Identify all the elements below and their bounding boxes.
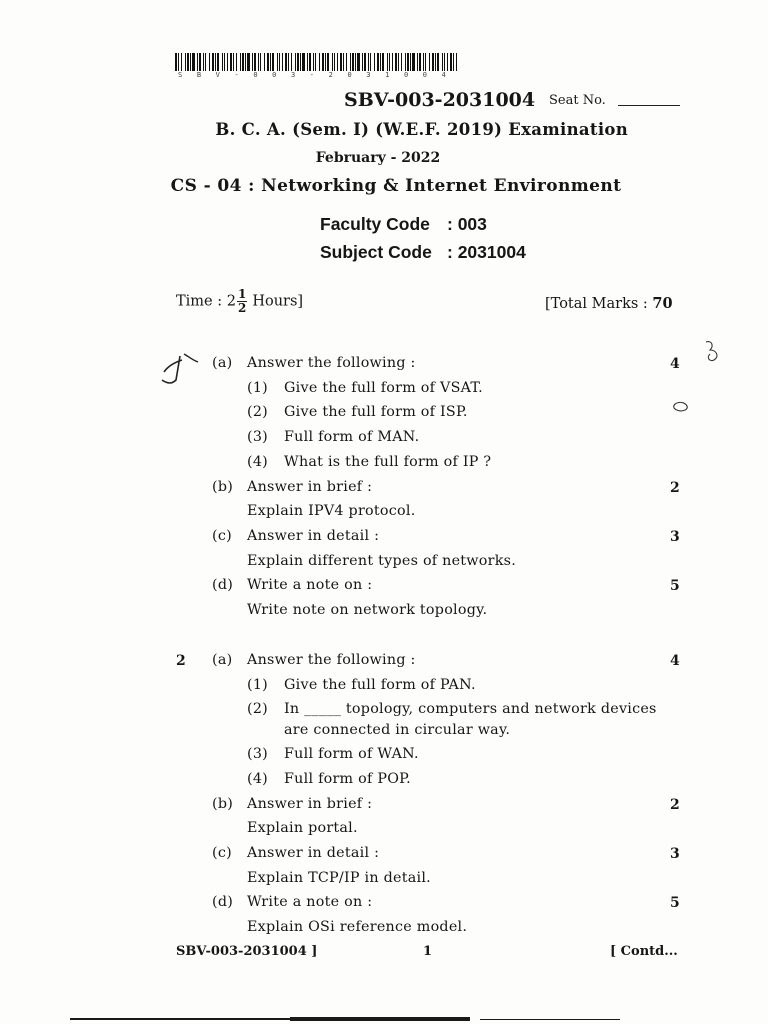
time-prefix: Time : 2 — [176, 293, 236, 310]
q2d-marks: 5 — [670, 895, 680, 911]
seat-number-line — [618, 105, 680, 106]
q1b-marks: 2 — [670, 480, 680, 496]
faculty-code — [320, 214, 487, 235]
q1d-tag: (d) — [212, 577, 234, 593]
q1a-item-1-text: Give the full form of VSAT. — [284, 380, 483, 396]
q1a-item-4-text: What is the full form of IP ? — [284, 454, 492, 470]
time-allowed — [176, 288, 303, 315]
subject-code-label: Subject Code — [320, 242, 432, 262]
q2a-tag: (a) — [212, 652, 233, 668]
q1c-tag: (c) — [212, 528, 232, 544]
q2c-tag: (c) — [212, 845, 232, 861]
subject-title: CS - 04 : Networking & Internet Environment — [170, 176, 622, 196]
time-fraction — [237, 288, 247, 315]
q2-number: 2 — [176, 653, 186, 669]
faculty-code-label: Faculty Code — [320, 214, 430, 234]
q2a-item-3-number: (3) — [247, 746, 269, 762]
q1a-tag: (a) — [212, 355, 233, 371]
subject-code — [320, 242, 526, 263]
q2d-tag: (d) — [212, 894, 234, 910]
q1c-text: Answer in detail : — [247, 528, 380, 544]
scan-edge-line-right — [480, 1019, 620, 1020]
q1a-marks: 4 — [670, 356, 680, 372]
q1c-detail: Explain different types of networks. — [247, 553, 517, 569]
q2a-item-2-text-continued: are connected in circular way. — [284, 722, 511, 738]
q2a-item-2-number: (2) — [247, 701, 269, 717]
scan-edge-line-left — [70, 1018, 290, 1020]
seat-label: Seat No. — [549, 93, 606, 108]
q2a-item-3-text: Full form of WAN. — [284, 746, 419, 762]
footer-page-number: 1 — [423, 944, 433, 959]
barcode — [175, 53, 457, 71]
q2a-item-1-number: (1) — [247, 677, 269, 693]
q1d-marks: 5 — [670, 578, 680, 594]
q2b-text: Answer in brief : — [247, 796, 373, 812]
q2c-marks: 3 — [670, 846, 680, 862]
faculty-code-value: : 003 — [447, 214, 487, 234]
q1d-detail: Write note on network topology. — [247, 602, 488, 618]
paper-code: SBV-003-2031004 — [344, 89, 536, 111]
q2b-tag: (b) — [212, 796, 234, 812]
time-fraction-denominator: 2 — [237, 301, 247, 315]
q2a-item-4-text: Full form of POP. — [284, 771, 411, 787]
q1b-detail: Explain IPV4 protocol. — [247, 503, 416, 519]
q2d-detail: Explain OSi reference model. — [247, 919, 468, 935]
handwritten-scribble — [700, 338, 730, 368]
q1a-item-1-number: (1) — [247, 380, 269, 396]
exam-title: B. C. A. (Sem. I) (W.E.F. 2019) Examination — [215, 120, 628, 139]
exam-month-year: February - 2022 — [315, 150, 441, 166]
q1a-text: Answer the following : — [247, 355, 416, 371]
q2a-item-1-text: Give the full form of PAN. — [284, 677, 476, 693]
q2c-text: Answer in detail : — [247, 845, 380, 861]
footer-paper-code: SBV-003-2031004 ] — [176, 944, 318, 959]
total-marks-value: 70 — [652, 295, 673, 312]
handwritten-number-1-mark — [158, 350, 208, 390]
q1a-item-2-text: Give the full form of ISP. — [284, 404, 468, 420]
total-marks-label: [Total Marks : — [545, 296, 648, 312]
q2a-marks: 4 — [670, 653, 680, 669]
q1a-item-4-number: (4) — [247, 454, 269, 470]
subject-code-value: : 2031004 — [447, 242, 526, 262]
footer-continued: [ Contd... — [610, 944, 678, 959]
q1b-tag: (b) — [212, 479, 234, 495]
q1a-item-3-number: (3) — [247, 429, 269, 445]
q2a-text: Answer the following : — [247, 652, 416, 668]
time-suffix: Hours] — [252, 293, 304, 310]
scan-edge-line-center — [290, 1017, 470, 1021]
q1a-item-3-text: Full form of MAN. — [284, 429, 420, 445]
q2b-marks: 2 — [670, 797, 680, 813]
barcode-number: S B V - 0 0 3 - 2 0 3 1 0 0 4 — [178, 71, 452, 79]
handwritten-circle — [670, 398, 692, 416]
q2a-item-2-text: In _____ topology, computers and network devices — [284, 701, 657, 717]
q2a-item-4-number: (4) — [247, 771, 269, 787]
q2b-detail: Explain portal. — [247, 820, 358, 836]
q1a-item-2-number: (2) — [247, 404, 269, 420]
q1b-text: Answer in brief : — [247, 479, 373, 495]
q2c-detail: Explain TCP/IP in detail. — [247, 870, 431, 886]
q1c-marks: 3 — [670, 529, 680, 545]
total-marks — [545, 295, 673, 312]
q2d-text: Write a note on : — [247, 894, 373, 910]
time-fraction-numerator: 1 — [237, 287, 247, 301]
q1d-text: Write a note on : — [247, 577, 373, 593]
